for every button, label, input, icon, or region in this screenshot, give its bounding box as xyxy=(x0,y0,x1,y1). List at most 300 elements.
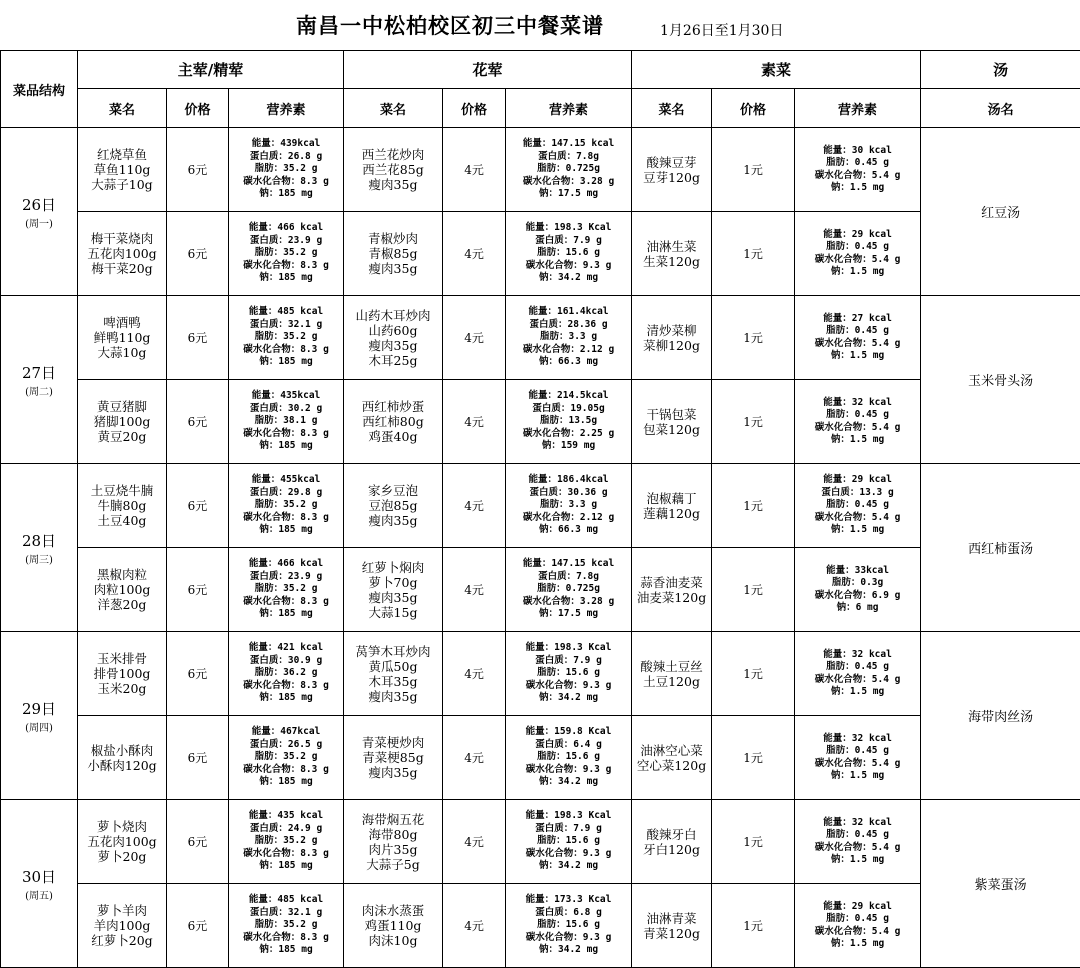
half-dish-line: 瘦肉35g xyxy=(344,338,442,353)
half-nutrition-cell xyxy=(506,716,632,800)
main-nutrition-line: 碳水化合物：8.3 g xyxy=(229,176,343,188)
half-dish-line: 西兰花炒肉 xyxy=(344,147,442,162)
main-dish-line: 黑椒肉粒 xyxy=(78,567,166,582)
main-nutrition-line: 钠：185 mg xyxy=(229,356,343,368)
veg-nutrition-cell xyxy=(795,296,921,380)
half-dish-line: 青椒炒肉 xyxy=(344,231,442,246)
weekday-label: (周一) xyxy=(1,215,77,230)
half-dish-line: 西红柿炒蛋 xyxy=(344,399,442,414)
veg-dish-line: 酸辣豆芽 xyxy=(632,155,711,170)
main-nutrition-cell xyxy=(229,548,344,632)
main-dish-line: 草鱼110g xyxy=(78,162,166,177)
half-meat-header: 花荤 xyxy=(344,51,632,89)
half-dish-line: 青菜梗炒肉 xyxy=(344,735,442,750)
main-dish-name-header: 菜名 xyxy=(78,89,167,128)
veg-nutrition-line: 能量：33kcal xyxy=(795,565,920,577)
veg-nutrition-line: 脂肪：0.45 g xyxy=(795,325,920,337)
veg-dish-cell xyxy=(632,128,712,212)
veg-nutrition-cell xyxy=(795,884,921,968)
main-dish-cell xyxy=(78,800,167,884)
half-nutrition-line: 脂肪：0.725g xyxy=(506,163,631,175)
meal-row xyxy=(1,212,1080,296)
meal-row xyxy=(1,800,1080,884)
half-nutrition-line: 能量：173.3 Kcal xyxy=(506,894,631,906)
main-nutrition-line: 碳水化合物：8.3 g xyxy=(229,932,343,944)
menu-body xyxy=(1,128,1080,968)
main-nutrition-line: 能量：435kcal xyxy=(229,390,343,402)
veg-nutrition-line: 碳水化合物：5.4 g xyxy=(795,512,920,524)
half-dish-cell xyxy=(344,884,443,968)
half-dish-line: 萝卜70g xyxy=(344,575,442,590)
main-dish-line: 黄豆猪脚 xyxy=(78,399,166,414)
main-nutrition-line: 能量：421 kcal xyxy=(229,642,343,654)
half-dish-line: 红萝卜焖肉 xyxy=(344,560,442,575)
half-nutrition-line: 碳水化合物：9.3 g xyxy=(506,932,631,944)
meal-row xyxy=(1,548,1080,632)
half-nutrition-line: 钠：159 mg xyxy=(506,440,631,452)
veg-nutrition-line: 脂肪：0.45 g xyxy=(795,409,920,421)
veg-nutrition-line: 钠：1.5 mg xyxy=(795,182,920,194)
veg-nutrition-line: 能量：27 kcal xyxy=(795,313,920,325)
veg-dish-line: 土豆120g xyxy=(632,674,711,689)
half-dish-line: 大蒜子5g xyxy=(344,857,442,872)
veg-dish-cell xyxy=(632,464,712,548)
main-nutrition-line: 能量：455kcal xyxy=(229,474,343,486)
veg-dish-cell xyxy=(632,632,712,716)
veg-nutrition-line: 能量：29 kcal xyxy=(795,474,920,486)
half-nutrition-cell xyxy=(506,464,632,548)
main-nutrition-line: 蛋白质：23.9 g xyxy=(229,571,343,583)
day-number: 29日 xyxy=(1,698,77,719)
half-nutrition-line: 能量：198.3 Kcal xyxy=(506,642,631,654)
half-nutrition-line: 碳水化合物：9.3 g xyxy=(506,260,631,272)
half-nutrition-line: 钠：34.2 mg xyxy=(506,944,631,956)
veg-dish-line: 酸辣土豆丝 xyxy=(632,659,711,674)
veg-price: 1元 xyxy=(712,128,795,212)
main-price: 6元 xyxy=(167,212,229,296)
main-dish-line: 红烧草鱼 xyxy=(78,147,166,162)
half-nutrition-line: 碳水化合物：3.28 g xyxy=(506,596,631,608)
half-dish-line: 瘦肉35g xyxy=(344,177,442,192)
main-dish-line: 五花肉100g xyxy=(78,834,166,849)
veg-nutrition-line: 碳水化合物：5.4 g xyxy=(795,422,920,434)
main-nutrition-cell xyxy=(229,380,344,464)
half-nutrition-line: 脂肪：15.6 g xyxy=(506,247,631,259)
half-nutrition-line: 蛋白质：7.9 g xyxy=(506,655,631,667)
main-nutrition-line: 碳水化合物：8.3 g xyxy=(229,428,343,440)
half-dish-cell xyxy=(344,296,443,380)
main-dish-line: 洋葱20g xyxy=(78,597,166,612)
main-dish-line: 羊肉100g xyxy=(78,918,166,933)
main-nutrition-line: 脂肪：35.2 g xyxy=(229,499,343,511)
main-nutrition-line: 能量：485 kcal xyxy=(229,306,343,318)
half-price: 4元 xyxy=(443,128,506,212)
main-dish-line: 梅干菜20g xyxy=(78,261,166,276)
veg-dish-line: 蒜香油麦菜 xyxy=(632,575,711,590)
soup-name-header: 汤名 xyxy=(921,89,1080,128)
main-price: 6元 xyxy=(167,296,229,380)
half-price: 4元 xyxy=(443,380,506,464)
main-nutrition-line: 碳水化合物：8.3 g xyxy=(229,764,343,776)
veg-dish-line: 莲藕120g xyxy=(632,506,711,521)
half-nutrition-line: 能量：159.8 Kcal xyxy=(506,726,631,738)
half-dish-line: 青菜梗85g xyxy=(344,750,442,765)
main-dish-line: 小酥肉120g xyxy=(78,758,166,773)
main-dish-header: 主荤/精荤 xyxy=(78,51,344,89)
main-nutrition-line: 碳水化合物：8.3 g xyxy=(229,512,343,524)
half-price: 4元 xyxy=(443,212,506,296)
veg-nutrition-cell xyxy=(795,800,921,884)
veg-nutrition-line: 钠：1.5 mg xyxy=(795,770,920,782)
veg-dish-cell xyxy=(632,800,712,884)
main-nutrition-line: 脂肪：35.2 g xyxy=(229,247,343,259)
half-nutrition-cell xyxy=(506,800,632,884)
veg-nutrition-line: 碳水化合物：5.4 g xyxy=(795,674,920,686)
half-nutrition-line: 脂肪：15.6 g xyxy=(506,751,631,763)
main-nutrition-line: 蛋白质：26.8 g xyxy=(229,151,343,163)
main-price: 6元 xyxy=(167,548,229,632)
half-nutrition-cell xyxy=(506,128,632,212)
veg-nutrition-cell xyxy=(795,212,921,296)
half-nutrition-line: 钠：34.2 mg xyxy=(506,272,631,284)
half-nutrition-line: 蛋白质：6.4 g xyxy=(506,739,631,751)
main-dish-cell xyxy=(78,716,167,800)
veg-nutrition-line: 碳水化合物：5.4 g xyxy=(795,926,920,938)
main-price: 6元 xyxy=(167,632,229,716)
half-nutrition-line: 脂肪：3.3 g xyxy=(506,331,631,343)
half-nutrition-line: 能量：198.3 Kcal xyxy=(506,810,631,822)
veg-nutrition-line: 钠：1.5 mg xyxy=(795,524,920,536)
veg-nutrition-line: 脂肪：0.45 g xyxy=(795,661,920,673)
main-dish-line: 啤酒鸭 xyxy=(78,315,166,330)
main-price: 6元 xyxy=(167,884,229,968)
main-nutrition-line: 能量：485 kcal xyxy=(229,894,343,906)
main-nutrition-line: 脂肪：35.2 g xyxy=(229,331,343,343)
veg-price: 1元 xyxy=(712,884,795,968)
half-nutrition-line: 能量：214.5kcal xyxy=(506,390,631,402)
half-nutrition-header: 营养素 xyxy=(506,89,632,128)
half-nutrition-line: 钠：17.5 mg xyxy=(506,608,631,620)
half-nutrition-line: 钠：66.3 mg xyxy=(506,356,631,368)
half-nutrition-line: 碳水化合物：9.3 g xyxy=(506,680,631,692)
veg-nutrition-line: 能量：32 kcal xyxy=(795,817,920,829)
half-nutrition-line: 脂肪：0.725g xyxy=(506,583,631,595)
veg-price: 1元 xyxy=(712,464,795,548)
half-dish-cell xyxy=(344,548,443,632)
main-nutrition-line: 碳水化合物：8.3 g xyxy=(229,260,343,272)
veg-nutrition-line: 钠：1.5 mg xyxy=(795,854,920,866)
veg-nutrition-line: 碳水化合物：5.4 g xyxy=(795,758,920,770)
weekday-label: (周五) xyxy=(1,887,77,902)
day-cell xyxy=(1,128,78,296)
main-nutrition-header: 营养素 xyxy=(229,89,344,128)
veg-dish-cell xyxy=(632,548,712,632)
main-nutrition-cell xyxy=(229,884,344,968)
half-nutrition-line: 钠：34.2 mg xyxy=(506,692,631,704)
half-price: 4元 xyxy=(443,800,506,884)
half-nutrition-line: 碳水化合物：9.3 g xyxy=(506,764,631,776)
date-range: 1月26日至1月30日 xyxy=(660,20,783,40)
veg-nutrition-line: 脂肪：0.45 g xyxy=(795,241,920,253)
main-nutrition-cell xyxy=(229,212,344,296)
half-dish-line: 莴笋木耳炒肉 xyxy=(344,644,442,659)
veg-price: 1元 xyxy=(712,212,795,296)
half-dish-line: 鸡蛋40g xyxy=(344,429,442,444)
veg-nutrition-header: 营养素 xyxy=(795,89,921,128)
veg-nutrition-cell xyxy=(795,128,921,212)
main-nutrition-cell xyxy=(229,716,344,800)
main-nutrition-line: 钠：185 mg xyxy=(229,776,343,788)
half-nutrition-line: 蛋白质：28.36 g xyxy=(506,319,631,331)
veg-nutrition-line: 碳水化合物：6.9 g xyxy=(795,590,920,602)
half-dish-cell xyxy=(344,212,443,296)
meal-row xyxy=(1,716,1080,800)
soup-header: 汤 xyxy=(921,51,1080,89)
half-dish-line: 鸡蛋110g xyxy=(344,918,442,933)
main-dish-line: 肉粒100g xyxy=(78,582,166,597)
meal-row xyxy=(1,884,1080,968)
meal-row xyxy=(1,632,1080,716)
veg-nutrition-line: 碳水化合物：5.4 g xyxy=(795,170,920,182)
main-dish-cell xyxy=(78,548,167,632)
half-nutrition-line: 脂肪：15.6 g xyxy=(506,919,631,931)
main-dish-line: 梅干菜烧肉 xyxy=(78,231,166,246)
main-nutrition-line: 脂肪：35.2 g xyxy=(229,163,343,175)
day-cell xyxy=(1,296,78,464)
main-nutrition-line: 钠：185 mg xyxy=(229,860,343,872)
veg-dish-cell xyxy=(632,296,712,380)
half-nutrition-line: 钠：34.2 mg xyxy=(506,860,631,872)
main-nutrition-line: 蛋白质：32.1 g xyxy=(229,907,343,919)
half-nutrition-line: 脂肪：15.6 g xyxy=(506,667,631,679)
soup-name: 紫菜蛋汤 xyxy=(921,800,1080,968)
veg-nutrition-line: 碳水化合物：5.4 g xyxy=(795,254,920,266)
veg-price: 1元 xyxy=(712,716,795,800)
main-price: 6元 xyxy=(167,464,229,548)
half-price: 4元 xyxy=(443,296,506,380)
half-dish-cell xyxy=(344,800,443,884)
veg-price: 1元 xyxy=(712,548,795,632)
half-nutrition-line: 能量：186.4kcal xyxy=(506,474,631,486)
main-nutrition-line: 碳水化合物：8.3 g xyxy=(229,680,343,692)
main-nutrition-line: 蛋白质：30.9 g xyxy=(229,655,343,667)
half-dish-line: 木耳25g xyxy=(344,353,442,368)
page-title: 南昌一中松柏校区初三中餐菜谱 xyxy=(296,10,604,40)
veg-nutrition-line: 碳水化合物：5.4 g xyxy=(795,842,920,854)
half-nutrition-cell xyxy=(506,632,632,716)
main-price: 6元 xyxy=(167,128,229,212)
veg-nutrition-line: 脂肪：0.45 g xyxy=(795,157,920,169)
main-dish-line: 土豆烧牛腩 xyxy=(78,483,166,498)
veg-nutrition-line: 蛋白质：13.3 g xyxy=(795,487,920,499)
half-dish-line: 山药60g xyxy=(344,323,442,338)
main-dish-line: 大蒜子10g xyxy=(78,177,166,192)
menu-table xyxy=(0,50,1080,968)
day-number: 27日 xyxy=(1,362,77,383)
veg-nutrition-cell xyxy=(795,632,921,716)
veg-nutrition-cell xyxy=(795,548,921,632)
day-number: 26日 xyxy=(1,194,77,215)
veg-dish-cell xyxy=(632,380,712,464)
veg-nutrition-line: 能量：29 kcal xyxy=(795,229,920,241)
main-nutrition-line: 蛋白质：23.9 g xyxy=(229,235,343,247)
veg-nutrition-line: 钠：1.5 mg xyxy=(795,434,920,446)
main-dish-line: 猪脚100g xyxy=(78,414,166,429)
main-nutrition-cell xyxy=(229,632,344,716)
veg-nutrition-line: 钠：1.5 mg xyxy=(795,686,920,698)
main-dish-line: 五花肉100g xyxy=(78,246,166,261)
half-dish-name-header: 菜名 xyxy=(344,89,443,128)
half-dish-cell xyxy=(344,464,443,548)
half-dish-line: 瘦肉35g xyxy=(344,765,442,780)
half-dish-line: 瘦肉35g xyxy=(344,689,442,704)
main-dish-line: 鲜鸭110g xyxy=(78,330,166,345)
main-dish-line: 大蒜10g xyxy=(78,345,166,360)
main-dish-line: 萝卜羊肉 xyxy=(78,903,166,918)
main-dish-line: 萝卜20g xyxy=(78,849,166,864)
half-dish-line: 肉沫水蒸蛋 xyxy=(344,903,442,918)
veg-nutrition-line: 钠：1.5 mg xyxy=(795,938,920,950)
veg-dish-line: 油淋空心菜 xyxy=(632,743,711,758)
main-nutrition-line: 钠：185 mg xyxy=(229,440,343,452)
half-nutrition-line: 碳水化合物：3.28 g xyxy=(506,176,631,188)
main-price: 6元 xyxy=(167,380,229,464)
veg-nutrition-line: 碳水化合物：5.4 g xyxy=(795,338,920,350)
veg-dish-cell xyxy=(632,716,712,800)
half-nutrition-line: 蛋白质：30.36 g xyxy=(506,487,631,499)
veg-nutrition-line: 钠：1.5 mg xyxy=(795,350,920,362)
day-cell xyxy=(1,464,78,632)
half-nutrition-cell xyxy=(506,884,632,968)
main-nutrition-line: 脂肪：35.2 g xyxy=(229,835,343,847)
half-dish-line: 家乡豆泡 xyxy=(344,483,442,498)
main-dish-cell xyxy=(78,884,167,968)
main-dish-cell xyxy=(78,296,167,380)
soup-name: 西红柿蛋汤 xyxy=(921,464,1080,632)
title-bar xyxy=(0,0,1080,50)
main-nutrition-line: 钠：185 mg xyxy=(229,188,343,200)
veg-nutrition-line: 脂肪：0.45 g xyxy=(795,745,920,757)
half-price: 4元 xyxy=(443,884,506,968)
veg-nutrition-line: 能量：32 kcal xyxy=(795,397,920,409)
main-nutrition-line: 碳水化合物：8.3 g xyxy=(229,848,343,860)
main-nutrition-line: 钠：185 mg xyxy=(229,692,343,704)
veg-dish-line: 干锅包菜 xyxy=(632,407,711,422)
soup-name: 海带肉丝汤 xyxy=(921,632,1080,800)
main-price: 6元 xyxy=(167,800,229,884)
main-nutrition-cell xyxy=(229,128,344,212)
main-nutrition-line: 能量：439kcal xyxy=(229,138,343,150)
half-nutrition-line: 脂肪：13.5g xyxy=(506,415,631,427)
weekday-label: (周四) xyxy=(1,719,77,734)
structure-header: 菜品结构 xyxy=(1,51,78,128)
meal-row xyxy=(1,128,1080,212)
half-nutrition-line: 钠：34.2 mg xyxy=(506,776,631,788)
veg-nutrition-line: 能量：29 kcal xyxy=(795,901,920,913)
main-nutrition-line: 蛋白质：32.1 g xyxy=(229,319,343,331)
veg-dish-line: 牙白120g xyxy=(632,842,711,857)
main-nutrition-line: 碳水化合物：8.3 g xyxy=(229,596,343,608)
veg-price: 1元 xyxy=(712,296,795,380)
main-nutrition-line: 钠：185 mg xyxy=(229,944,343,956)
day-number: 28日 xyxy=(1,530,77,551)
half-price: 4元 xyxy=(443,464,506,548)
main-nutrition-line: 脂肪：35.2 g xyxy=(229,751,343,763)
veg-nutrition-line: 钠：1.5 mg xyxy=(795,266,920,278)
veg-dish-line: 菜柳120g xyxy=(632,338,711,353)
main-dish-cell xyxy=(78,380,167,464)
veg-nutrition-line: 钠：6 mg xyxy=(795,602,920,614)
half-nutrition-line: 脂肪：3.3 g xyxy=(506,499,631,511)
half-nutrition-line: 钠：66.3 mg xyxy=(506,524,631,536)
veg-dish-cell xyxy=(632,884,712,968)
veg-nutrition-line: 脂肪：0.3g xyxy=(795,577,920,589)
day-cell xyxy=(1,632,78,800)
veg-dish-line: 青菜120g xyxy=(632,926,711,941)
soup-name: 玉米骨头汤 xyxy=(921,296,1080,464)
day-cell xyxy=(1,800,78,968)
veg-nutrition-line: 能量：32 kcal xyxy=(795,733,920,745)
half-dish-cell xyxy=(344,632,443,716)
half-nutrition-line: 蛋白质：7.9 g xyxy=(506,235,631,247)
veg-dish-line: 豆芽120g xyxy=(632,170,711,185)
half-nutrition-line: 能量：147.15 kcal xyxy=(506,138,631,150)
half-dish-line: 大蒜15g xyxy=(344,605,442,620)
main-nutrition-line: 脂肪：36.2 g xyxy=(229,667,343,679)
half-nutrition-line: 碳水化合物：9.3 g xyxy=(506,848,631,860)
veg-dish-line: 清炒菜柳 xyxy=(632,323,711,338)
main-nutrition-line: 能量：467kcal xyxy=(229,726,343,738)
main-nutrition-cell xyxy=(229,464,344,548)
main-dish-line: 玉米排骨 xyxy=(78,651,166,666)
veg-nutrition-cell xyxy=(795,380,921,464)
veg-price: 1元 xyxy=(712,632,795,716)
half-dish-line: 肉沫10g xyxy=(344,933,442,948)
half-nutrition-line: 碳水化合物：2.12 g xyxy=(506,512,631,524)
main-dish-cell xyxy=(78,632,167,716)
half-nutrition-line: 能量：161.4kcal xyxy=(506,306,631,318)
half-dish-line: 瘦肉35g xyxy=(344,513,442,528)
half-price: 4元 xyxy=(443,716,506,800)
main-price: 6元 xyxy=(167,716,229,800)
main-dish-line: 玉米20g xyxy=(78,681,166,696)
half-nutrition-line: 钠：17.5 mg xyxy=(506,188,631,200)
half-dish-line: 豆泡85g xyxy=(344,498,442,513)
half-dish-line: 海带焖五花 xyxy=(344,812,442,827)
main-nutrition-line: 能量：466 kcal xyxy=(229,222,343,234)
half-nutrition-line: 蛋白质：7.8g xyxy=(506,571,631,583)
veg-nutrition-cell xyxy=(795,464,921,548)
veg-price: 1元 xyxy=(712,800,795,884)
half-nutrition-line: 碳水化合物：2.12 g xyxy=(506,344,631,356)
meal-row xyxy=(1,464,1080,548)
veg-nutrition-line: 能量：32 kcal xyxy=(795,649,920,661)
main-dish-cell xyxy=(78,212,167,296)
main-dish-line: 牛腩80g xyxy=(78,498,166,513)
half-dish-cell xyxy=(344,128,443,212)
weekday-label: (周二) xyxy=(1,383,77,398)
main-nutrition-line: 蛋白质：30.2 g xyxy=(229,403,343,415)
veg-dish-name-header: 菜名 xyxy=(632,89,712,128)
weekday-label: (周三) xyxy=(1,551,77,566)
main-nutrition-line: 蛋白质：26.5 g xyxy=(229,739,343,751)
soup-name: 红豆汤 xyxy=(921,128,1080,296)
half-dish-line: 海带80g xyxy=(344,827,442,842)
main-nutrition-line: 碳水化合物：8.3 g xyxy=(229,344,343,356)
main-price-header: 价格 xyxy=(167,89,229,128)
main-nutrition-line: 蛋白质：29.8 g xyxy=(229,487,343,499)
main-dish-line: 黄豆20g xyxy=(78,429,166,444)
